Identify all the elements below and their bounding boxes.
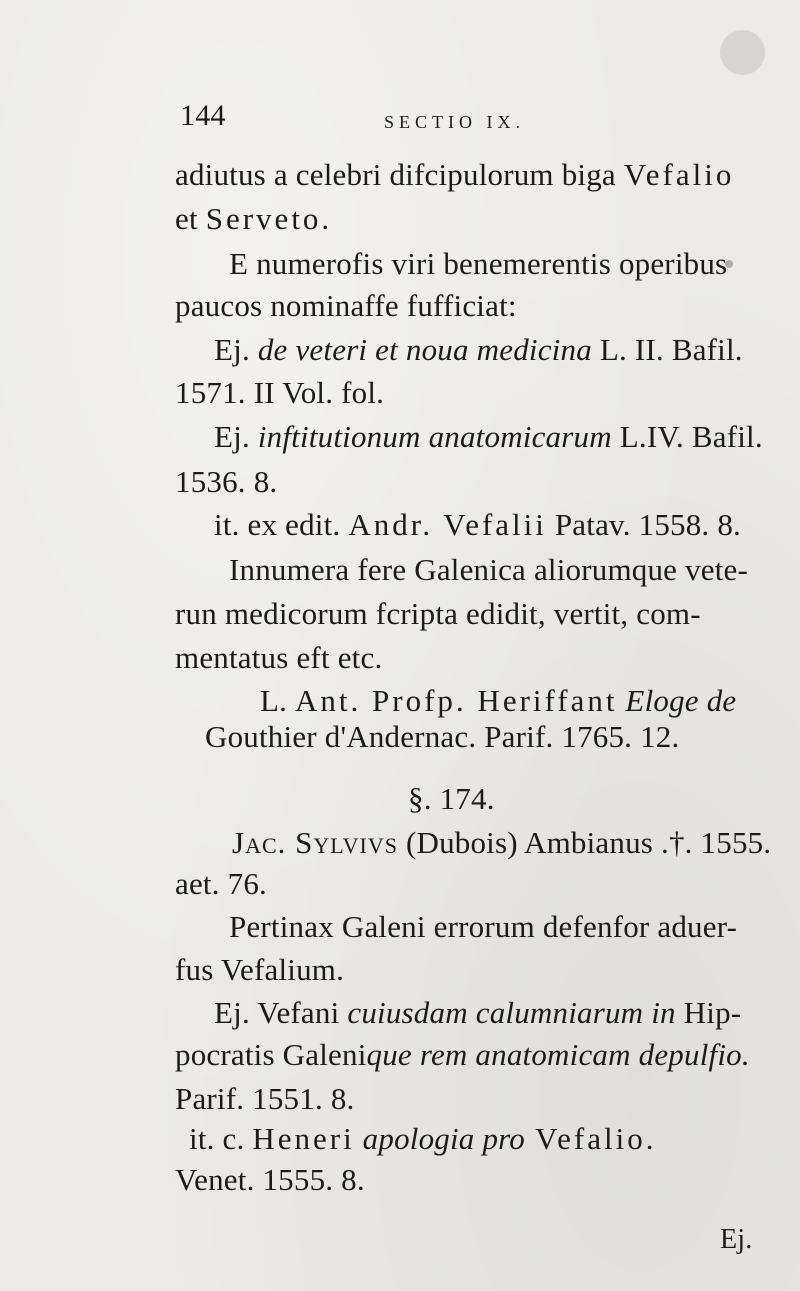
book-title: apologia pro xyxy=(354,1121,525,1156)
text-span: Ej. xyxy=(214,332,258,367)
text-line-24: Venet. 1555. 8. xyxy=(175,1162,365,1197)
text-span: Ej. xyxy=(214,419,258,454)
text-line-23 xyxy=(189,1121,656,1157)
text-span: Patav. 1558. 8. xyxy=(546,507,741,542)
text-line-10: Innumera fere Galenica aliorumque vete- xyxy=(229,552,749,587)
page-number: 144 xyxy=(180,99,226,132)
text-line-2 xyxy=(175,201,332,237)
spaced-name: Vefalio. xyxy=(524,1121,657,1156)
text-line-9 xyxy=(214,507,741,543)
author-name: Jac. Sylvivs xyxy=(232,825,399,860)
text-line-21 xyxy=(175,1037,750,1073)
text-line-7 xyxy=(214,419,763,455)
text-line-12: mentatus eft etc. xyxy=(175,640,383,675)
book-title: Eloge de xyxy=(617,683,737,718)
spaced-name: Ant. Profp. Heriffant xyxy=(295,683,618,718)
text-line-1 xyxy=(175,157,734,193)
text-line-20 xyxy=(214,995,741,1031)
text-span: Hip- xyxy=(675,995,742,1030)
section-number: §. 174. xyxy=(408,781,495,816)
text-line-5 xyxy=(214,332,743,368)
text-line-17: aet. 76. xyxy=(175,866,267,901)
text-line-4: paucos nominaffe fufficiat: xyxy=(175,288,517,323)
text-line-18: Pertinax Galeni errorum defenfor aduer- xyxy=(229,909,738,944)
text-line-11: run medicorum fcripta edidit, vertit, com- xyxy=(175,596,701,631)
text-line-3: E numerofis viri benemerentis operibus xyxy=(229,246,728,281)
text-line-16 xyxy=(232,825,771,861)
spaced-name: Heneri xyxy=(252,1121,355,1156)
book-title: cuiusdam calumniarum in xyxy=(347,995,676,1030)
paper-stain xyxy=(720,30,765,75)
text-line-8: 1536. 8. xyxy=(175,464,278,499)
text-span: pocratis Galeni xyxy=(175,1037,367,1072)
book-title: de veteri et noua medicina xyxy=(257,332,592,367)
text-span: L. xyxy=(260,683,296,718)
book-title: que rem anatomicam depulfio. xyxy=(366,1037,750,1072)
text-span: et xyxy=(175,201,206,236)
spaced-name: Serveto. xyxy=(205,201,333,236)
text-span: it. ex edit. xyxy=(214,507,349,542)
text-line-14: Gouthier d'Andernac. Parif. 1765. 12. xyxy=(205,719,680,754)
text-line-22: Parif. 1551. 8. xyxy=(175,1081,355,1116)
text-line-6: 1571. II Vol. fol. xyxy=(175,375,385,410)
text-span: L. II. Bafil. xyxy=(591,332,743,367)
spaced-name: Vefalio xyxy=(623,157,735,192)
text-span: L.IV. Bafil. xyxy=(611,419,763,454)
text-span: (Dubois) Ambianus .†. 1555. xyxy=(398,825,772,860)
spaced-name: Andr. Vefalii xyxy=(348,507,547,542)
book-title: inftitutionum anatomicarum xyxy=(257,419,612,454)
text-span: adiutus a celebri difcipulorum biga xyxy=(175,157,624,192)
text-line-19: fus Vefalium. xyxy=(175,952,345,987)
running-head: SECTIO IX. xyxy=(384,112,525,132)
text-span: Ej. Vefani xyxy=(214,995,348,1030)
text-span: it. c. xyxy=(189,1121,253,1156)
text-line-13 xyxy=(260,683,736,719)
catchword: Ej. xyxy=(720,1224,753,1255)
